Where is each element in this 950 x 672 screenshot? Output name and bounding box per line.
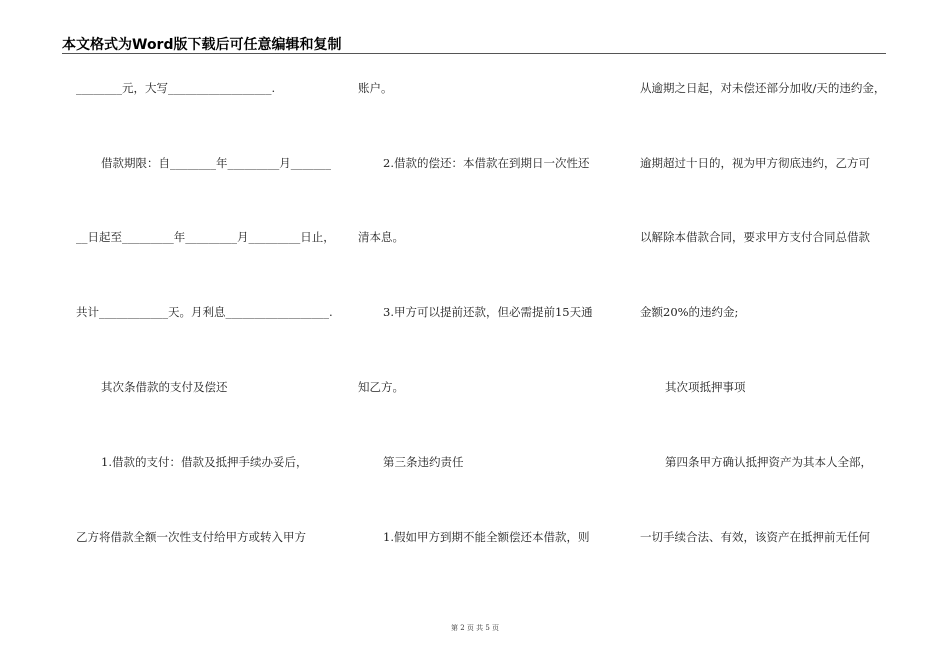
text-line: 清本息。 [358, 230, 404, 244]
text-line: 乙方将借款全额一次性支付给甲方或转入甲方 [76, 530, 306, 544]
text-line: 以解除本借款合同，要求甲方支付合同总借款 [640, 230, 870, 244]
text-line: 金额20%的违约金; [640, 305, 739, 319]
section-heading: 第三条违约责任 [383, 455, 464, 469]
document-header-title: 本文格式为Word版下载后可任意编辑和复制 [62, 37, 342, 53]
text-line: ________元，大写__________________. [76, 81, 276, 95]
text-line: 从逾期之日起，对未偿还部分加收/天的违约金， [640, 81, 886, 95]
text-line: 一切手续合法、有效，该资产在抵押前无任何 [640, 530, 870, 544]
text-line: 2.借款的偿还：本借款在到期日一次性还 [383, 156, 590, 170]
text-line: 1.借款的支付：借款及抵押手续办妥后， [101, 455, 308, 469]
section-heading: 第四条甲方确认抵押资产为其本人全部， [665, 455, 872, 469]
header-divider [62, 53, 886, 54]
text-line: 逾期超过十日的，视为甲方彻底违约，乙方可 [640, 156, 870, 170]
text-line: 3.甲方可以提前还款，但必需提前15天通 [383, 305, 593, 319]
text-line: 知乙方。 [358, 380, 404, 394]
text-line: __日起至_________年_________月_________日止， [76, 230, 335, 244]
section-heading: 其次项抵押事项 [665, 380, 746, 394]
text-line: 1.假如甲方到期不能全额偿还本借款，则 [383, 530, 590, 544]
text-line: 共计____________天。月利息__________________. [76, 305, 333, 319]
text-line: 借款期限：自________年_________月_______ [101, 156, 331, 170]
text-line: 账户。 [358, 81, 393, 95]
section-heading: 其次条借款的支付及偿还 [101, 380, 228, 394]
page-number: 第 2 页 共 5 页 [450, 624, 500, 632]
